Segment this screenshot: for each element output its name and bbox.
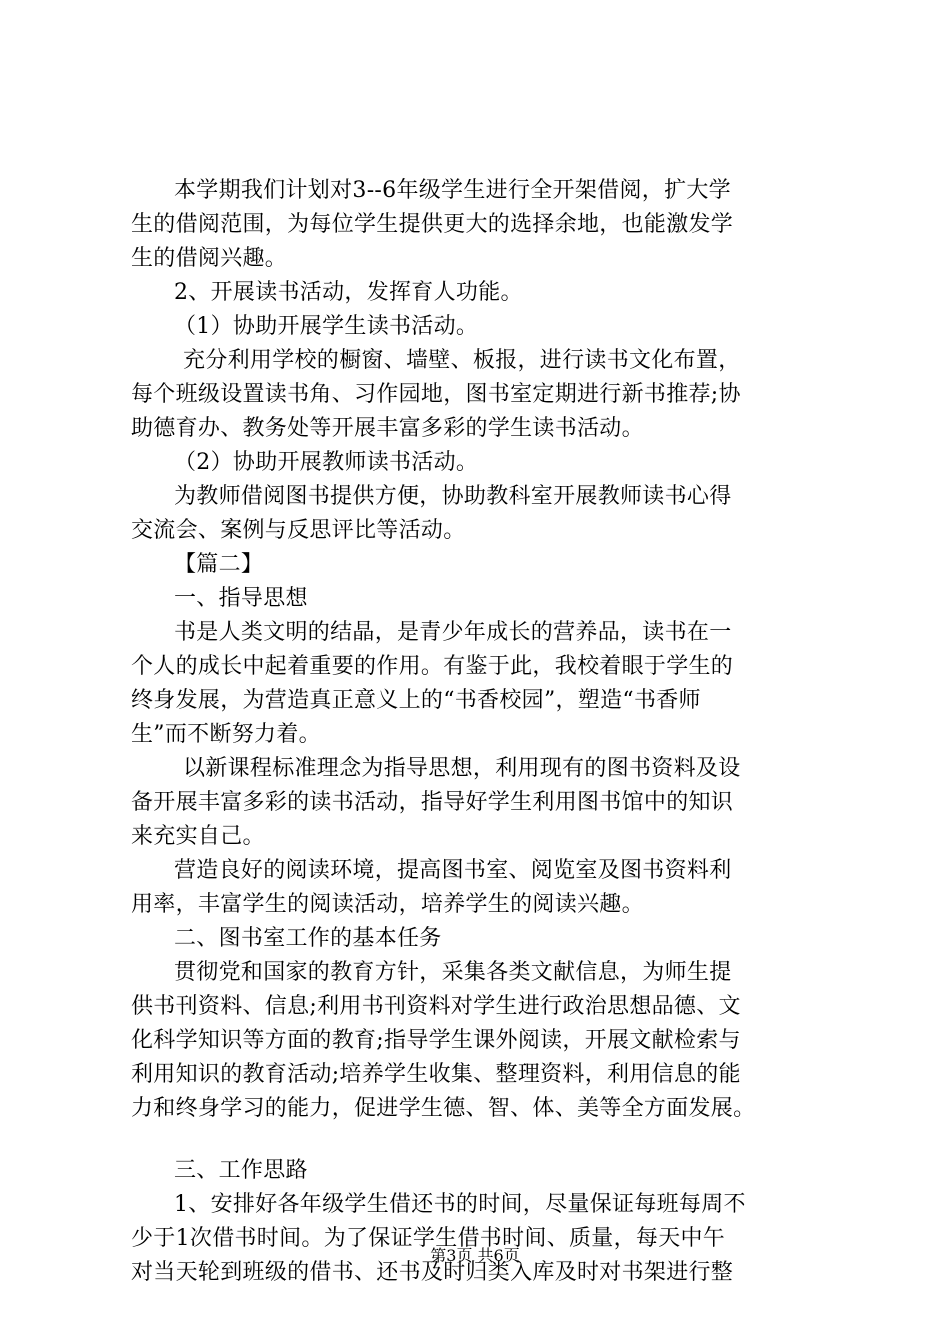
paragraph-line: 化科学知识等方面的教育;指导学生课外阅读，开展文献检索与: [131, 1028, 741, 1053]
paragraph-line: 书是人类文明的结晶，是青少年成长的营养品，读书在一: [174, 620, 732, 645]
paragraph-line: 以新课程标准理念为指导思想，利用现有的图书资料及设: [183, 756, 741, 781]
paragraph-line: 力和终身学习的能力，促进学生德、智、体、美等全方面发展。: [131, 1096, 756, 1121]
subsection-heading: （1）协助开展学生读书活动。: [174, 314, 479, 339]
paragraph-line: 备开展丰富多彩的读书活动，指导好学生利用图书馆中的知识: [131, 790, 734, 815]
paragraph-line: 生的借阅范围，为每位学生提供更大的选择余地，也能激发学: [131, 212, 734, 237]
paragraph-line: 每个班级设置读书角、习作园地，图书室定期进行新书推荐;协: [131, 382, 741, 407]
section-heading: 一、指导思想: [174, 586, 308, 611]
paragraph-line: 贯彻党和国家的教育方针，采集各类文献信息，为师生提: [174, 960, 732, 985]
paragraph-line: 交流会、案例与反思评比等活动。: [131, 518, 466, 543]
blank-line: [131, 1126, 831, 1154]
section-heading: 2、开展读书活动，发挥育人功能。: [174, 280, 523, 305]
paragraph-line: 少于1次借书时间。为了保证学生借书时间、质量，每天中午: [131, 1226, 726, 1251]
paragraph-line: 1、安排好各年级学生借还书的时间，尽量保证每班每周不: [174, 1192, 746, 1217]
paragraph-line: 对当天轮到班级的借书、还书及时归类入库及时对书架进行整: [131, 1260, 734, 1285]
section-heading: 三、工作思路: [174, 1158, 308, 1183]
paragraph-line: 为教师借阅图书提供方便，协助教科室开展教师读书心得: [174, 484, 732, 509]
subsection-heading: （2）协助开展教师读书活动。: [174, 450, 479, 475]
paragraph-line: 利用知识的教育活动;培养学生收集、整理资料，利用信息的能: [131, 1062, 741, 1087]
paragraph-line: 充分利用学校的橱窗、墙壁、板报，进行读书文化布置，: [183, 348, 741, 373]
paragraph-line: 来充实自己。: [131, 824, 265, 849]
paragraph-line: 营造良好的阅读环境，提高图书室、阅览室及图书资料利: [174, 858, 732, 883]
paragraph-line: 生”而不断努力着。: [131, 722, 321, 747]
paragraph-line: 供书刊资料、信息;利用书刊资料对学生进行政治思想品德、文: [131, 994, 741, 1019]
document-body: [131, 174, 831, 1290]
section-heading: 二、图书室工作的基本任务: [174, 926, 442, 951]
part-heading: 【篇二】: [174, 552, 264, 577]
paragraph-line: 用率，丰富学生的阅读活动，培养学生的阅读兴趣。: [131, 892, 644, 917]
paragraph-line: 个人的成长中起着重要的作用。有鉴于此，我校着眼于学生的: [131, 654, 734, 679]
paragraph-line: 生的借阅兴趣。: [131, 246, 288, 271]
page-number-footer: 第3页 共6页: [430, 1246, 520, 1265]
paragraph-line: 本学期我们计划对3--6年级学生进行全开架借阅，扩大学: [174, 178, 731, 203]
paragraph-line: 助德育办、教务处等开展丰富多彩的学生读书活动。: [131, 416, 644, 441]
paragraph-line: 终身发展，为营造真正意义上的“书香校园”，塑造“书香师: [131, 688, 701, 713]
